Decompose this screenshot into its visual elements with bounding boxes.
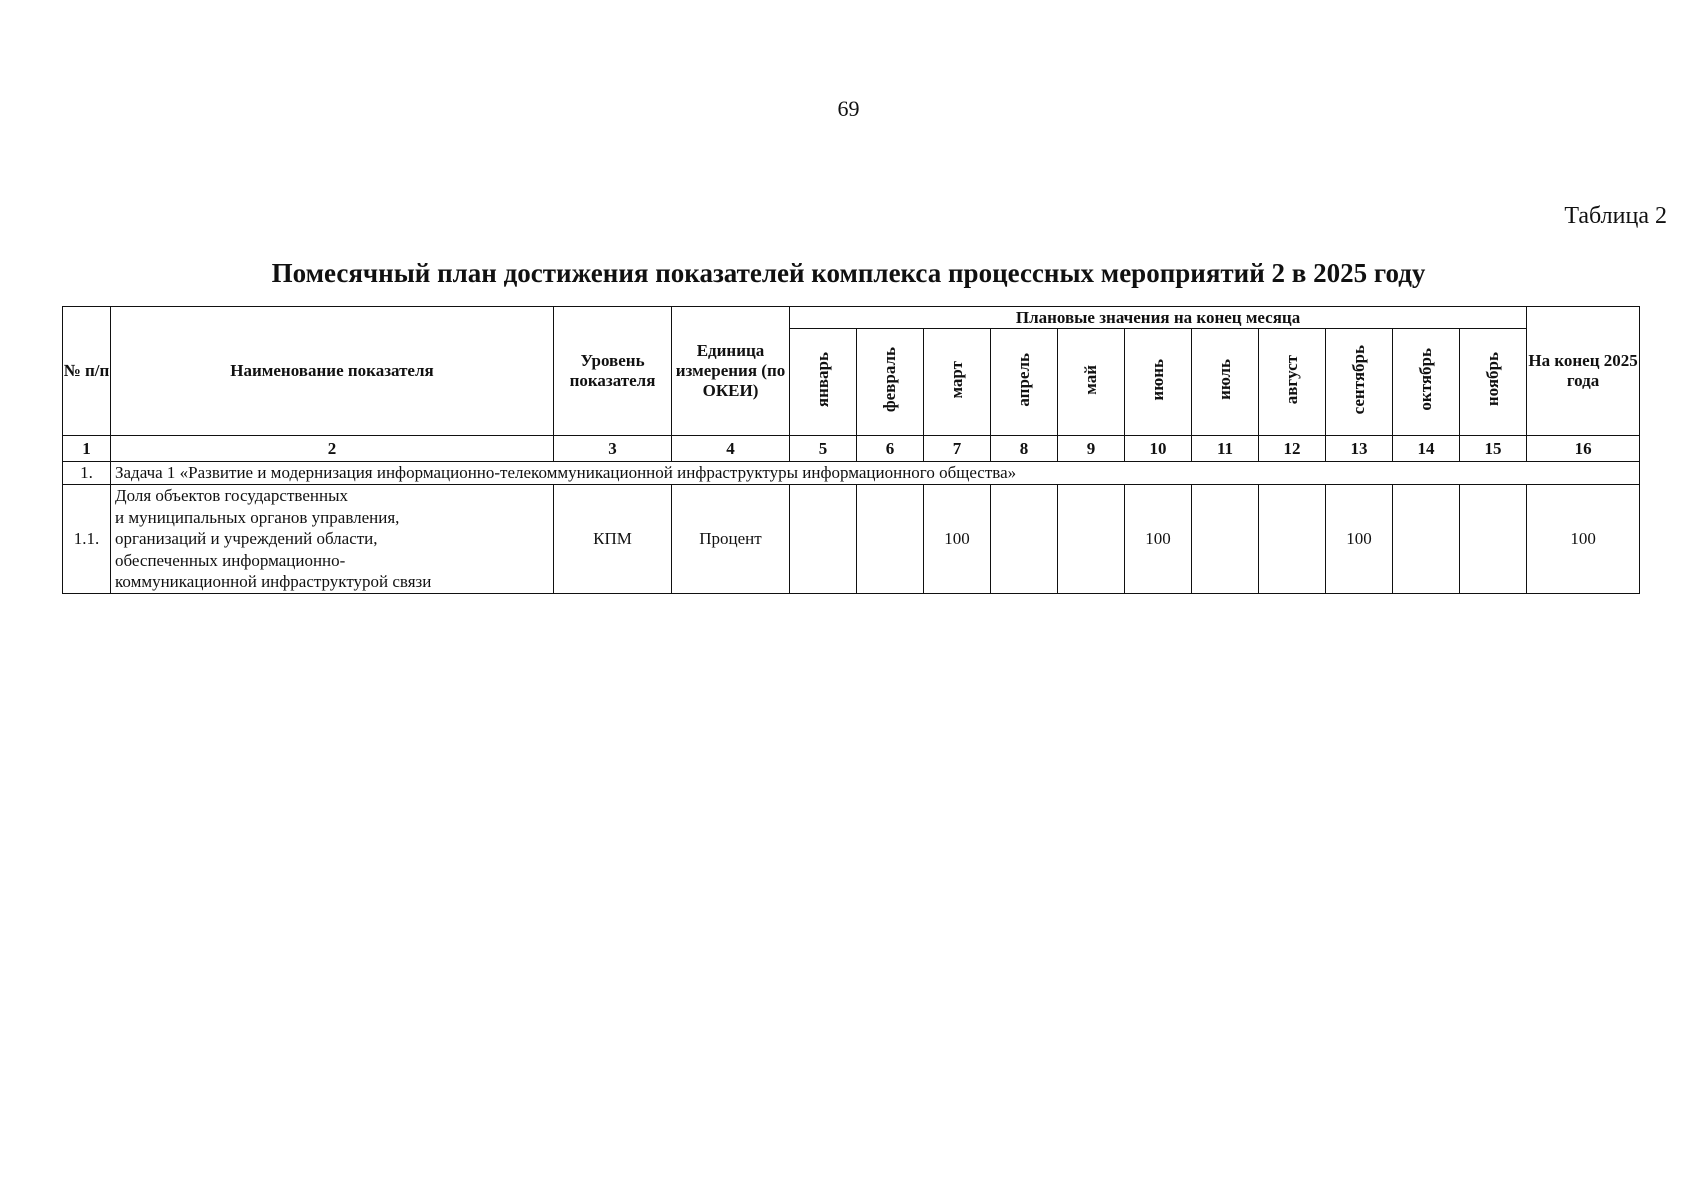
document-title: Помесячный план достижения показателей комплекса процессных мероприятий 2 в 2025 году [271,258,1426,288]
header-plan-group: Плановые значения на конец месяца [790,307,1527,329]
header-name: Наименование показателя [111,307,554,436]
indicator-name-line: и муниципальных органов управления, [115,507,400,527]
column-number: 12 [1259,436,1326,462]
column-number: 13 [1326,436,1393,462]
month-value: 100 [1125,485,1192,594]
task-row [63,462,1640,485]
page-number: 69 [837,96,860,121]
month-value [1460,485,1527,594]
table-row [63,485,1640,594]
header-month: июнь [1125,329,1192,436]
column-number: 3 [554,436,672,462]
header-month: февраль [857,329,924,436]
column-number: 11 [1192,436,1259,462]
indicator-name-line: коммуникационной инфраструктурой связи [115,572,432,591]
month-value [790,485,857,594]
month-value [991,485,1058,594]
column-number: 5 [790,436,857,462]
header-num: № п/п [63,307,111,436]
header-month: сентябрь [1326,329,1393,436]
plan-table [62,306,1640,594]
column-number: 7 [924,436,991,462]
column-number: 16 [1527,436,1640,462]
column-number: 4 [672,436,790,462]
month-value: 100 [924,485,991,594]
column-number: 15 [1460,436,1527,462]
header-level: Уровень показателя [554,307,672,436]
month-value [1192,485,1259,594]
header-unit: Единица измерения (по ОКЕИ) [672,307,790,436]
header-month: ноябрь [1460,329,1527,436]
month-value [1259,485,1326,594]
month-value: 100 [1326,485,1393,594]
indicator-name-line: обеспеченных информационно- [115,550,346,570]
header-month: октябрь [1393,329,1460,436]
table-label: Таблица 2 [1564,203,1667,229]
row-num: 1.1. [63,485,111,594]
task-text: Задача 1 «Развитие и модернизация информационно-телекоммуникационной инфраструктуры информационного общества» [111,462,1640,485]
column-number: 14 [1393,436,1460,462]
header-month: апрель [991,329,1058,436]
column-number: 2 [111,436,554,462]
task-num: 1. [63,462,111,485]
header-month: июль [1192,329,1259,436]
month-value [1058,485,1125,594]
column-number: 6 [857,436,924,462]
column-number: 1 [63,436,111,462]
column-number: 10 [1125,436,1192,462]
header-year-end: На конец 2025 года [1527,307,1640,436]
column-number: 8 [991,436,1058,462]
header-month: август [1259,329,1326,436]
indicator-unit: Процент [672,485,790,594]
column-number: 9 [1058,436,1125,462]
indicator-level: КПМ [554,485,672,594]
month-value [1393,485,1460,594]
indicator-name [111,485,554,594]
indicator-name-line: Доля объектов государственных [115,486,348,505]
indicator-name-line: организаций и учреждений области, [115,529,378,548]
month-value [857,485,924,594]
header-month: март [924,329,991,436]
column-numbers-row [63,436,1640,462]
header-month: январь [790,329,857,436]
year-end-value: 100 [1527,485,1640,594]
header-month: май [1058,329,1125,436]
